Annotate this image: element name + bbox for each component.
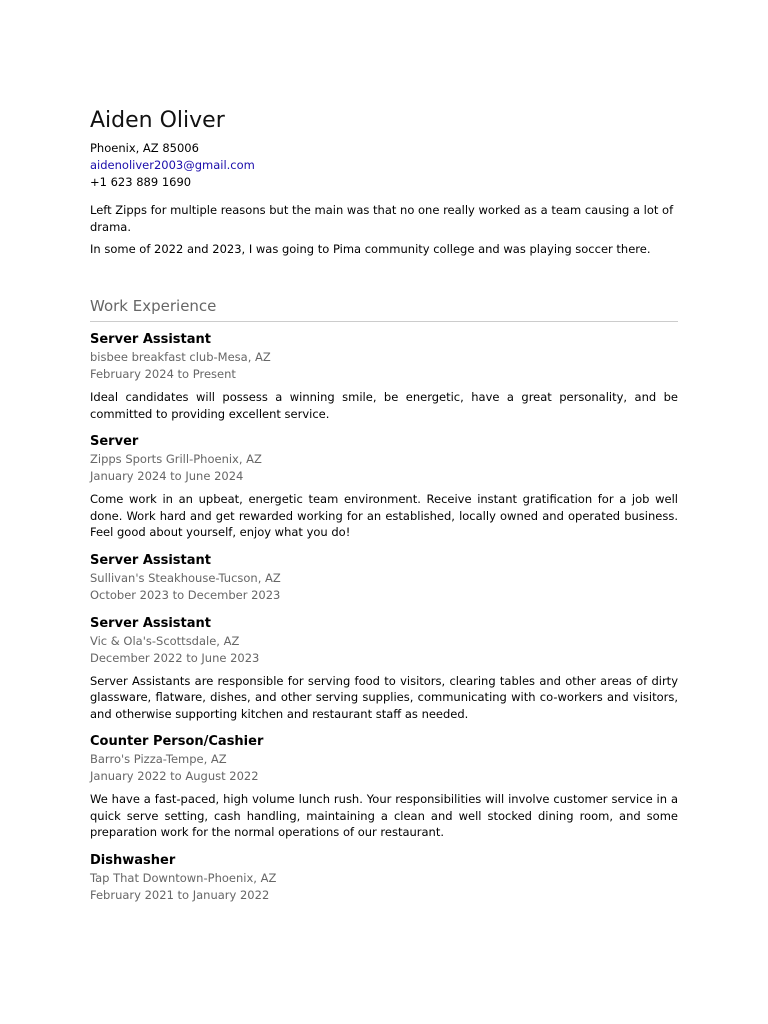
job-company: Vic & Ola's	[90, 633, 152, 648]
job-description: Server Assistants are responsible for serving food to visitors, clearing tables and other areas of dirty glassware, flatware, dishes, and other serving supplies, communicating with co-workers and visitors, and otherwise supporting kitchen and restaurant staff as needed.	[90, 673, 678, 721]
section-title-work-experience: Work Experience	[90, 296, 678, 322]
job-company: bisbee breakfast club	[90, 350, 214, 364]
job-company-location: Tap That Downtown-Phoenix, AZ	[90, 870, 277, 885]
summary-paragraph: Left Zipps for multiple reasons but the main was that no one really worked as a team causing a lot of drama.	[90, 203, 674, 234]
summary	[90, 202, 678, 264]
job-description: Come work in an upbeat, energetic team environment. Receive instant gratification for a job well done. Work hard and get rewarded working for an established, locally owned and operated business. Feel good about yourself, enjoy what you do!	[90, 492, 678, 539]
job-location: Phoenix, AZ	[193, 452, 262, 466]
job-company-location: Barro's Pizza-Tempe, AZ	[90, 752, 227, 766]
job-dates: January 2024 to June 2024	[90, 469, 244, 483]
job-company: Barro's Pizza	[90, 752, 163, 766]
candidate-name: Aiden Oliver	[90, 108, 225, 133]
job-entry	[90, 852, 678, 904]
job-company-location: bisbee breakfast club-Mesa, AZ	[90, 350, 271, 364]
job-dates: January 2022 to August 2022	[90, 769, 259, 783]
email-link[interactable]: aidenoliver2003@gmail.com	[90, 158, 255, 172]
job-description: Ideal candidates will possess a winning smile, be energetic, have a great personality, and be committed to providing excellent service.	[90, 390, 678, 421]
job-company-location: Vic & Ola's-Scottsdale, AZ	[90, 633, 240, 648]
job-location: Mesa, AZ	[217, 350, 271, 364]
summary-paragraph: In some of 2022 and 2023, I was going to Pima community college and was playing soccer there.	[90, 242, 651, 256]
location: Phoenix, AZ 85006	[90, 141, 199, 155]
contact-info	[90, 140, 255, 191]
job-location: Phoenix, AZ	[207, 870, 277, 885]
job-entry	[90, 733, 678, 841]
job-title: Server Assistant	[90, 552, 212, 568]
job-dates: October 2023 to December 2023	[90, 587, 281, 602]
job-location: Scottsdale, AZ	[156, 633, 240, 648]
job-entry	[90, 331, 678, 422]
job-company: Sullivan's Steakhouse	[90, 570, 216, 585]
job-company-location: Sullivan's Steakhouse-Tucson, AZ	[90, 570, 281, 585]
job-dates: February 2024 to Present	[90, 367, 236, 381]
job-entry	[90, 433, 678, 541]
job-title: Server	[90, 434, 139, 449]
job-entry	[90, 552, 678, 604]
job-title: Server Assistant	[90, 332, 212, 347]
job-description: We have a fast-paced, high volume lunch rush. Your responsibilities will involve customer service in a quick serve setting, cash handling, maintaining a clean and well stocked dining room, and some preparation work for the normal operations of our restaurant.	[90, 792, 678, 839]
job-location: Tucson, AZ	[218, 570, 281, 585]
job-title: Counter Person/Cashier	[90, 734, 264, 749]
phone: +1 623 889 1690	[90, 175, 192, 189]
job-company-location: Zipps Sports Grill-Phoenix, AZ	[90, 452, 262, 466]
job-dates: February 2021 to January 2022	[90, 887, 270, 902]
job-title: Server Assistant	[90, 615, 212, 631]
work-experience-list	[90, 331, 678, 915]
job-company: Tap That Downtown	[90, 870, 204, 885]
job-title: Dishwasher	[90, 852, 176, 868]
job-company: Zipps Sports Grill	[90, 452, 190, 466]
job-location: Tempe, AZ	[165, 752, 227, 766]
job-entry	[90, 615, 678, 723]
job-dates: December 2022 to June 2023	[90, 650, 260, 665]
